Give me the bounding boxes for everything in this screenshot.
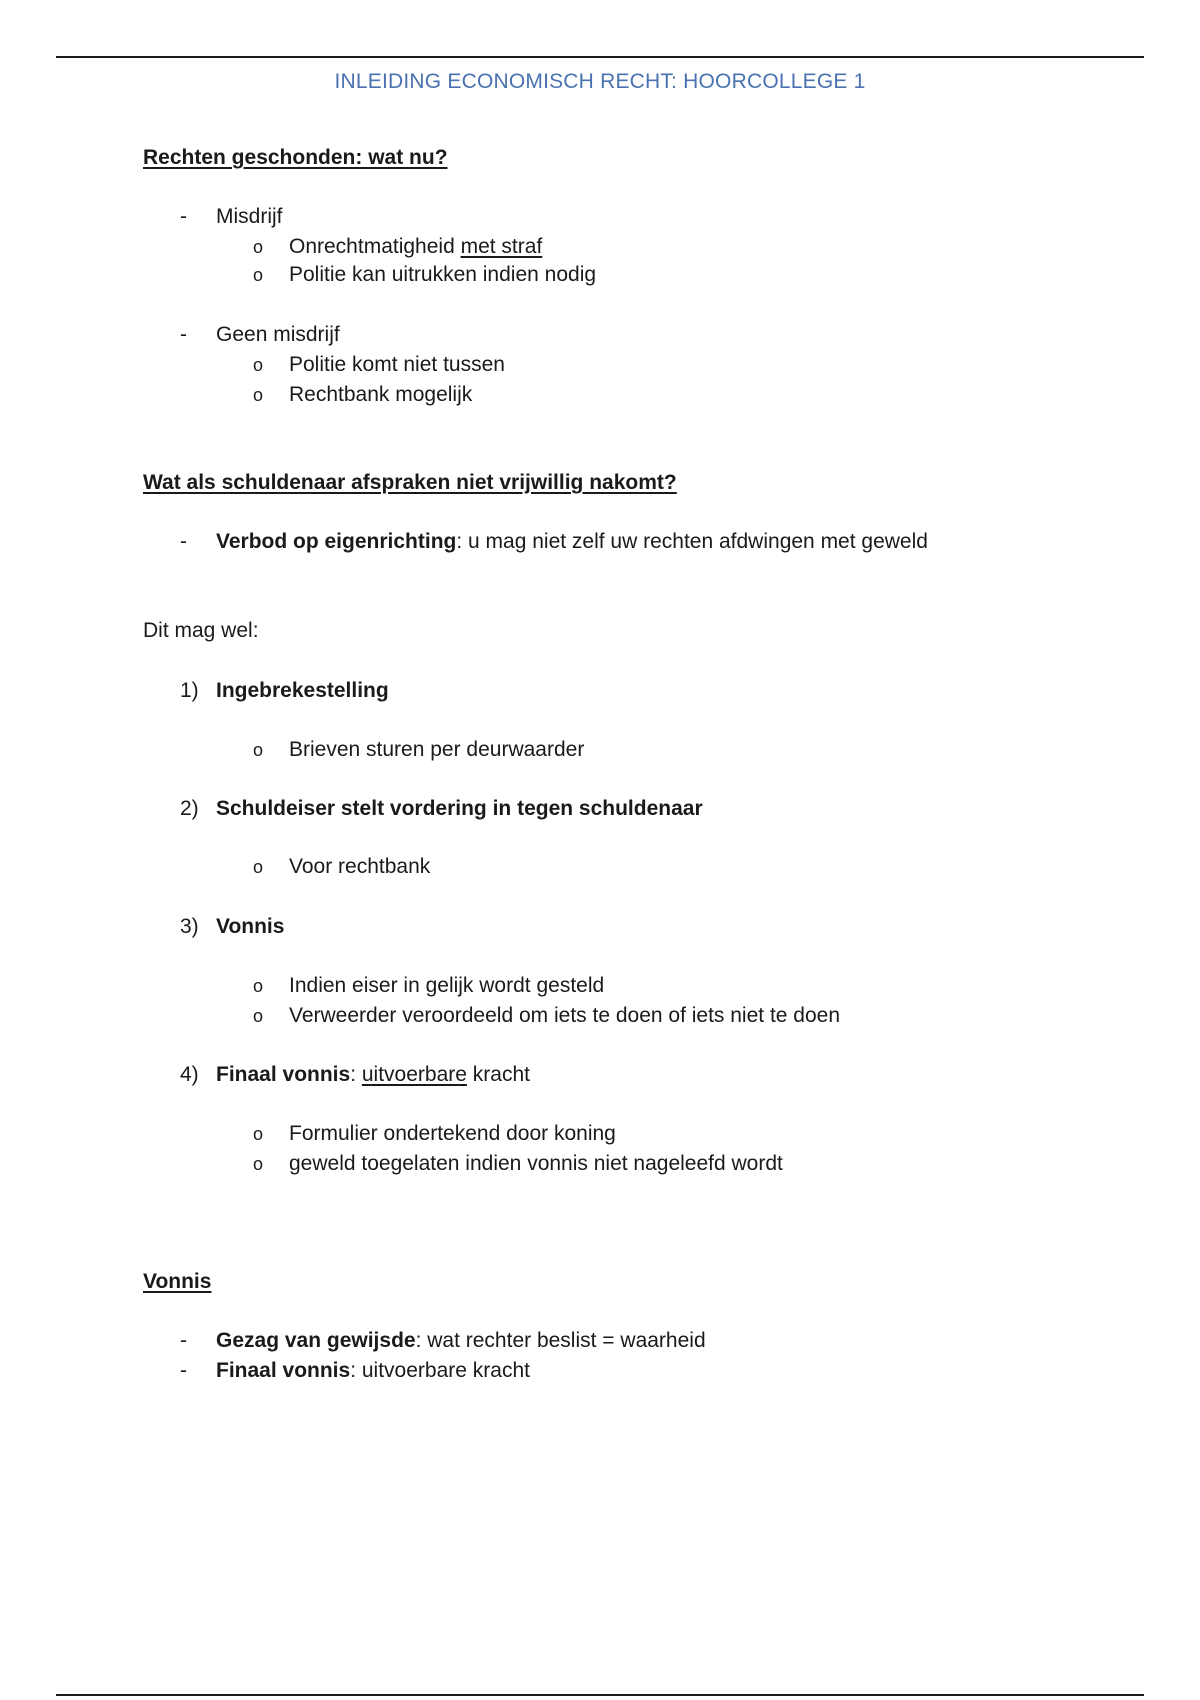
circle-bullet: o — [253, 385, 264, 405]
dash-bullet: - — [180, 323, 187, 346]
step-label: Schuldeiser stelt vordering in tegen schuldenaar — [216, 797, 703, 820]
page-header: INLEIDING ECONOMISCH RECHT: HOORCOLLEGE 1 — [334, 70, 866, 93]
list-item-text: : u mag niet zelf uw rechten afdwingen met geweld — [456, 530, 928, 553]
list-item-text: : wat rechter beslist = waarheid — [415, 1329, 706, 1352]
sub-item-text: Verweerder veroordeeld om iets te doen of iets niet te doen — [289, 1004, 841, 1027]
dash-bullet: - — [180, 1329, 187, 1352]
list-item-verbod — [180, 528, 928, 556]
circle-bullet: o — [253, 265, 264, 285]
dash-bullet: - — [180, 205, 187, 228]
section-heading-vonnis: Vonnis — [143, 1270, 212, 1293]
sub-item-text: Onrechtmatigheid — [289, 235, 461, 258]
section-heading-rechten: Rechten geschonden: wat nu? — [143, 146, 448, 169]
bold-term: Finaal vonnis — [216, 1359, 351, 1382]
sub-item — [253, 1150, 783, 1178]
sub-item-text: geweld toegelaten indien vonnis niet nageleefd wordt — [289, 1152, 783, 1175]
sub-item — [253, 233, 542, 261]
sub-item — [253, 1002, 840, 1030]
step-label: Ingebrekestelling — [216, 679, 389, 702]
sub-item-text: Voor rechtbank — [289, 855, 431, 878]
bold-term: Verbod op eigenrichting — [216, 530, 457, 553]
circle-bullet: o — [253, 355, 264, 375]
underlined-text: uitvoerbare — [361, 1063, 467, 1086]
list-item-gezag — [180, 1327, 706, 1355]
sub-item-text: Brieven sturen per deurwaarder — [289, 738, 585, 761]
header-rule — [56, 56, 1144, 58]
circle-bullet: o — [253, 857, 264, 877]
dash-bullet: - — [180, 1359, 187, 1382]
sub-item-text: Politie kan uitrukken indien nodig — [289, 263, 597, 286]
circle-bullet: o — [253, 1124, 264, 1144]
list-item-text: : uitvoerbare kracht — [350, 1359, 530, 1382]
section-heading-schuldenaar: Wat als schuldenaar afspraken niet vrijwillig nakomt? — [143, 471, 677, 494]
circle-bullet: o — [253, 1006, 264, 1026]
circle-bullet: o — [253, 237, 264, 257]
step-3 — [180, 913, 284, 941]
step-text: kracht — [466, 1063, 530, 1086]
sub-item-text: Indien eiser in gelijk wordt gesteld — [289, 974, 605, 997]
circle-bullet: o — [253, 740, 264, 760]
step-label: Finaal vonnis — [216, 1063, 351, 1086]
sub-item — [253, 351, 505, 379]
step-2 — [180, 795, 703, 823]
step-1 — [180, 677, 389, 705]
list-item-label: Geen misdrijf — [216, 323, 340, 346]
intro-text: Dit mag wel: — [143, 619, 259, 642]
sub-item-text: Rechtbank mogelijk — [289, 383, 473, 406]
list-item-geen-misdrijf — [180, 321, 340, 349]
sub-item — [253, 853, 430, 881]
circle-bullet: o — [253, 976, 264, 996]
sub-item — [253, 381, 472, 409]
sub-item — [253, 736, 584, 764]
step-number: 3) — [180, 915, 199, 938]
circle-bullet: o — [253, 1154, 264, 1174]
step-label: Vonnis — [216, 915, 285, 938]
separator: : — [350, 1063, 362, 1086]
step-4 — [180, 1061, 530, 1089]
sub-item — [253, 261, 596, 289]
bold-term: Gezag van gewijsde — [216, 1329, 416, 1352]
step-number: 1) — [180, 679, 199, 702]
footer-rule — [56, 1694, 1144, 1696]
list-item-finaal-vonnis — [180, 1357, 530, 1385]
list-item-label: Misdrijf — [216, 205, 283, 228]
step-number: 2) — [180, 797, 199, 820]
sub-item-text: Formulier ondertekend door koning — [289, 1122, 616, 1145]
sub-item — [253, 1120, 616, 1148]
underlined-text: met straf — [460, 235, 543, 258]
list-item-misdrijf — [180, 203, 283, 231]
step-number: 4) — [180, 1063, 199, 1086]
dash-bullet: - — [180, 530, 187, 553]
sub-item — [253, 972, 604, 1000]
sub-item-text: Politie komt niet tussen — [289, 353, 505, 376]
